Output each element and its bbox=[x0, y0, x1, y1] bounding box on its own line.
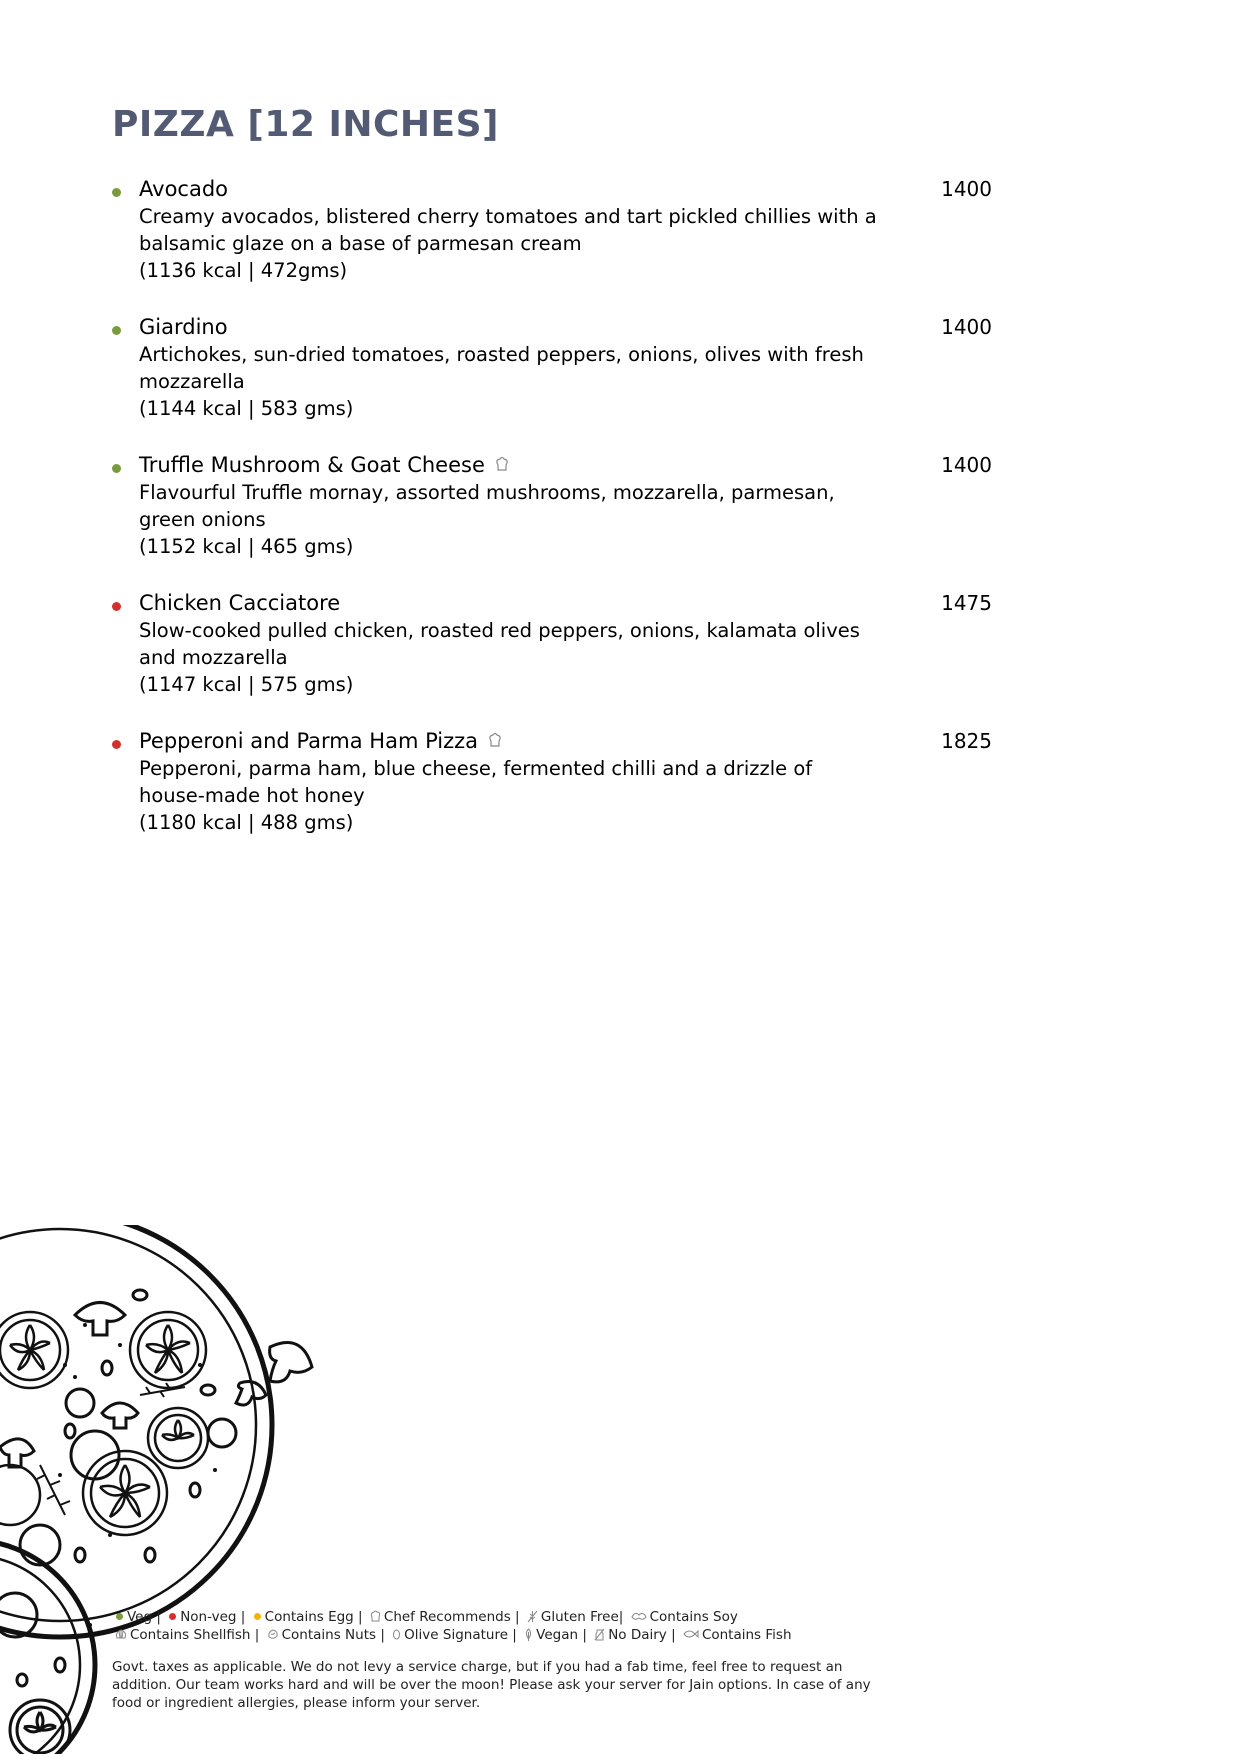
item-nutrition: (1144 kcal | 583 gms) bbox=[139, 397, 354, 420]
veg-dot-icon bbox=[112, 326, 121, 335]
legend-chef: Chef Recommends | bbox=[383, 1609, 520, 1625]
footer-note: Govt. taxes as applicable. We do not levy a service charge, but if you had a fab time, feel free to request an addition. Our team works hard and will be over the moon! Please ask your server for Jain options. In case of any food or ingredient allergies, please inform your server. bbox=[112, 1659, 871, 1711]
item-price: 1400 bbox=[941, 453, 992, 477]
veg-dot-icon bbox=[116, 1613, 123, 1620]
legend-vegan: Vegan | bbox=[536, 1627, 587, 1643]
menu-list bbox=[112, 177, 992, 870]
item-description-text: Artichokes, sun-dried tomatoes, roasted peppers, onions, olives with fresh mozzarella bbox=[139, 343, 864, 393]
chef-hat-icon bbox=[488, 730, 502, 754]
item-name-text: Avocado bbox=[139, 177, 229, 201]
legend-egg: Contains Egg | bbox=[264, 1609, 363, 1625]
veg-dot-icon bbox=[112, 188, 121, 197]
veg-dot-icon bbox=[112, 464, 121, 473]
item-description-text: Creamy avocados, blistered cherry tomatoes and tart pickled chillies with a balsamic glaze on a base of parmesan cream bbox=[139, 205, 877, 255]
soy-icon bbox=[631, 1611, 647, 1621]
menu-item bbox=[112, 177, 992, 318]
olive-icon bbox=[392, 1628, 401, 1640]
legend-olive: Olive Signature | bbox=[404, 1627, 517, 1643]
legend-shellfish: Contains Shellfish | bbox=[130, 1627, 260, 1643]
nonveg-dot-icon bbox=[112, 602, 121, 611]
item-name-text: Chicken Cacciatore bbox=[139, 591, 341, 615]
legend-veg: Veg | bbox=[127, 1609, 161, 1625]
nonveg-dot-icon bbox=[169, 1613, 176, 1620]
legend-fish: Contains Fish bbox=[701, 1627, 792, 1643]
menu-item bbox=[112, 453, 992, 594]
legend-nonveg: Non-veg | bbox=[180, 1609, 246, 1625]
item-nutrition: (1152 kcal | 465 gms) bbox=[139, 535, 354, 558]
item-description-text: Flavourful Truffle mornay, assorted mushrooms, mozzarella, parmesan, green onions bbox=[139, 481, 835, 531]
chef-hat-icon bbox=[370, 1610, 381, 1623]
item-description bbox=[139, 755, 879, 836]
legend-row-2 bbox=[112, 1626, 912, 1644]
item-description bbox=[139, 203, 879, 284]
diet-legend bbox=[112, 1608, 912, 1644]
item-name-text: Giardino bbox=[139, 315, 228, 339]
item-price: 1400 bbox=[941, 315, 992, 339]
item-name bbox=[139, 729, 502, 754]
legend-nuts: Contains Nuts | bbox=[281, 1627, 385, 1643]
legend-gluten: Gluten Free| bbox=[540, 1609, 624, 1625]
item-price: 1825 bbox=[941, 729, 992, 753]
item-nutrition: (1180 kcal | 488 gms) bbox=[139, 811, 354, 834]
legend-row-1 bbox=[112, 1608, 912, 1626]
menu-item bbox=[112, 315, 992, 456]
menu-item bbox=[112, 591, 992, 732]
item-name bbox=[139, 453, 509, 478]
item-name-text: Pepperoni and Parma Ham Pizza bbox=[139, 729, 479, 753]
chef-hat-icon bbox=[495, 454, 509, 478]
item-name bbox=[139, 177, 228, 201]
item-description bbox=[139, 341, 879, 422]
menu-item bbox=[112, 729, 992, 870]
nuts-icon bbox=[267, 1628, 279, 1640]
item-description bbox=[139, 617, 879, 698]
item-price: 1400 bbox=[941, 177, 992, 201]
item-description-text: Pepperoni, parma ham, blue cheese, fermented chilli and a drizzle of house-made hot honey bbox=[139, 757, 813, 807]
legend-dairy: No Dairy | bbox=[608, 1627, 676, 1643]
item-nutrition: (1136 kcal | 472gms) bbox=[139, 259, 348, 282]
item-description bbox=[139, 479, 879, 560]
gluten-free-icon bbox=[527, 1610, 538, 1623]
item-name bbox=[139, 315, 228, 339]
item-name bbox=[139, 591, 340, 615]
item-description-text: Slow-cooked pulled chicken, roasted red peppers, onions, kalamata olives and mozzarella bbox=[139, 619, 860, 669]
fish-icon bbox=[683, 1629, 699, 1639]
vegan-leaf-icon bbox=[524, 1628, 533, 1641]
page-title: PIZZA [12 INCHES] bbox=[112, 104, 500, 145]
egg-dot-icon bbox=[254, 1613, 261, 1620]
legend-soy: Contains Soy bbox=[649, 1609, 738, 1625]
item-nutrition: (1147 kcal | 575 gms) bbox=[139, 673, 354, 696]
nonveg-dot-icon bbox=[112, 740, 121, 749]
no-dairy-icon bbox=[594, 1628, 605, 1641]
item-price: 1475 bbox=[941, 591, 992, 615]
item-name-text: Truffle Mushroom & Goat Cheese bbox=[139, 453, 485, 477]
shellfish-icon bbox=[115, 1628, 127, 1640]
